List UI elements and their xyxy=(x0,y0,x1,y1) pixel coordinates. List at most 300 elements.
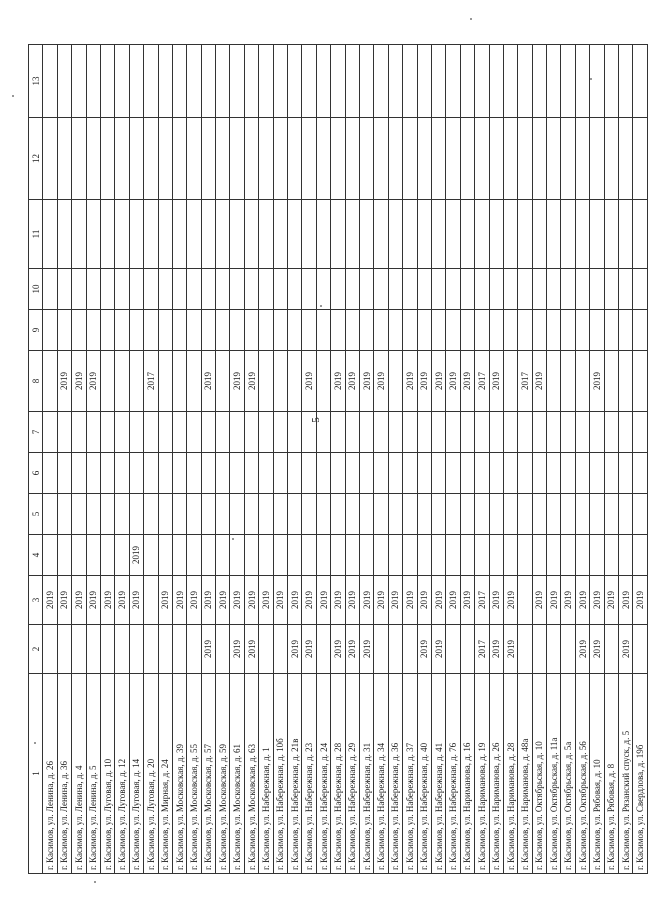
year-cell xyxy=(446,453,460,494)
year-cell xyxy=(518,576,532,625)
year-cell xyxy=(374,494,388,535)
year-cell xyxy=(72,269,86,310)
year-cell xyxy=(561,535,575,576)
year-cell xyxy=(216,269,230,310)
address-cell: г. Касимов, ул. Московская, д. 61 xyxy=(230,674,244,874)
year-cell xyxy=(244,45,258,118)
year-cell xyxy=(446,200,460,269)
year-cell: 2019 xyxy=(302,576,316,625)
year-cell xyxy=(460,45,474,118)
year-cell: 2019 xyxy=(417,576,431,625)
year-cell: 2019 xyxy=(619,576,633,625)
year-cell xyxy=(230,494,244,535)
address-cell: г. Касимов, ул. Набережная, д. 37 xyxy=(403,674,417,874)
year-cell xyxy=(43,310,57,351)
year-cell xyxy=(144,576,158,625)
table-row xyxy=(86,45,100,874)
year-cell xyxy=(575,453,589,494)
address-cell: г. Касимов, ул. Рябовая, д. 10 xyxy=(590,674,604,874)
year-cell: 2017 xyxy=(475,576,489,625)
year-cell: 2019 xyxy=(575,576,589,625)
year-cell: 2019 xyxy=(201,351,215,412)
year-cell xyxy=(331,310,345,351)
year-cell xyxy=(331,45,345,118)
year-cell xyxy=(633,200,647,269)
address-cell: г. Касимов, ул. Набережная, д. 29 xyxy=(345,674,359,874)
year-cell xyxy=(86,310,100,351)
year-cell xyxy=(475,494,489,535)
address-cell: г. Касимов, ул. Набережная, д. 41 xyxy=(431,674,445,874)
table-row xyxy=(460,45,474,874)
year-cell xyxy=(590,310,604,351)
year-cell xyxy=(503,351,517,412)
year-cell xyxy=(86,412,100,453)
year-cell xyxy=(331,535,345,576)
year-cell xyxy=(532,625,546,674)
year-cell xyxy=(259,412,273,453)
year-cell xyxy=(144,200,158,269)
table-row xyxy=(489,45,503,874)
column-header-7: 7 xyxy=(29,412,43,453)
year-cell xyxy=(359,453,373,494)
year-cell: 2019 xyxy=(561,576,575,625)
year-cell xyxy=(244,118,258,200)
year-cell xyxy=(590,494,604,535)
scan-speck xyxy=(94,881,96,883)
year-cell xyxy=(187,200,201,269)
year-cell xyxy=(115,351,129,412)
year-cell xyxy=(86,453,100,494)
year-cell xyxy=(288,118,302,200)
year-cell xyxy=(604,118,618,200)
year-cell xyxy=(302,118,316,200)
year-cell xyxy=(86,269,100,310)
year-cell: 2017 xyxy=(518,351,532,412)
year-cell xyxy=(374,45,388,118)
year-cell xyxy=(345,494,359,535)
year-cell xyxy=(575,118,589,200)
year-cell: 2019 xyxy=(100,576,114,625)
year-cell xyxy=(144,453,158,494)
year-cell xyxy=(374,535,388,576)
address-cell: г. Касимов, ул. Набережная, д. 23 xyxy=(302,674,316,874)
year-cell xyxy=(316,310,330,351)
year-cell: 2019 xyxy=(230,625,244,674)
year-cell xyxy=(604,494,618,535)
column-header-1: 1 xyxy=(29,674,43,874)
year-cell xyxy=(590,269,604,310)
year-cell xyxy=(172,494,186,535)
year-cell: 2019 xyxy=(86,576,100,625)
year-cell xyxy=(187,412,201,453)
year-cell xyxy=(129,351,143,412)
year-cell: 2019 xyxy=(403,351,417,412)
table-row xyxy=(201,45,215,874)
address-cell: г. Касимов, ул. Октябрьская, д. 11а xyxy=(547,674,561,874)
year-cell xyxy=(86,625,100,674)
year-cell xyxy=(359,310,373,351)
year-cell xyxy=(129,453,143,494)
year-cell xyxy=(100,412,114,453)
year-cell xyxy=(244,494,258,535)
year-cell xyxy=(532,535,546,576)
year-cell: 2019 xyxy=(331,625,345,674)
year-cell xyxy=(518,494,532,535)
year-cell xyxy=(72,200,86,269)
year-cell xyxy=(359,45,373,118)
year-cell xyxy=(518,625,532,674)
year-cell xyxy=(374,269,388,310)
year-cell xyxy=(43,269,57,310)
year-cell: 2019 xyxy=(403,576,417,625)
table-row xyxy=(417,45,431,874)
table-row xyxy=(57,45,71,874)
year-cell xyxy=(288,310,302,351)
year-cell xyxy=(216,200,230,269)
year-cell xyxy=(273,412,287,453)
year-cell xyxy=(172,625,186,674)
address-cell: г. Касимов, ул. Набережная, д. 28 xyxy=(331,674,345,874)
year-cell xyxy=(417,118,431,200)
year-cell xyxy=(72,310,86,351)
column-header-3: 3 xyxy=(29,576,43,625)
year-cell xyxy=(129,45,143,118)
year-cell xyxy=(446,269,460,310)
year-cell xyxy=(273,625,287,674)
year-cell xyxy=(575,412,589,453)
address-cell: г. Касимов, ул. Набережная, д. 76 xyxy=(446,674,460,874)
year-cell xyxy=(431,453,445,494)
year-cell xyxy=(431,200,445,269)
year-cell xyxy=(57,45,71,118)
year-cell xyxy=(374,310,388,351)
year-cell: 2019 xyxy=(158,576,172,625)
year-cell xyxy=(172,535,186,576)
year-cell xyxy=(633,269,647,310)
year-cell xyxy=(345,118,359,200)
year-cell xyxy=(590,200,604,269)
year-cell xyxy=(604,200,618,269)
year-cell xyxy=(216,351,230,412)
year-cell xyxy=(561,118,575,200)
table-row xyxy=(187,45,201,874)
year-cell xyxy=(273,269,287,310)
year-cell: 2019 xyxy=(489,351,503,412)
table-row xyxy=(331,45,345,874)
year-cell xyxy=(316,494,330,535)
year-cell xyxy=(460,200,474,269)
year-cell xyxy=(374,412,388,453)
table-row xyxy=(316,45,330,874)
year-cell xyxy=(100,45,114,118)
column-header-11: 11 xyxy=(29,200,43,269)
year-cell xyxy=(590,453,604,494)
year-cell: 2019 xyxy=(216,576,230,625)
year-cell: 2019 xyxy=(460,576,474,625)
year-cell xyxy=(273,310,287,351)
year-cell xyxy=(230,45,244,118)
year-cell xyxy=(561,45,575,118)
year-cell xyxy=(115,118,129,200)
year-cell xyxy=(417,310,431,351)
address-cell: г. Касимов, ул. Набережная, д. 21в xyxy=(288,674,302,874)
year-cell xyxy=(431,45,445,118)
year-cell xyxy=(259,118,273,200)
year-cell xyxy=(547,351,561,412)
table-row xyxy=(244,45,258,874)
year-cell xyxy=(575,45,589,118)
year-cell xyxy=(460,494,474,535)
column-header-13: 13 xyxy=(29,45,43,118)
year-cell xyxy=(403,310,417,351)
year-cell xyxy=(619,453,633,494)
year-cell xyxy=(561,453,575,494)
year-cell: 2019 xyxy=(446,351,460,412)
year-cell: 2019 xyxy=(489,576,503,625)
address-cell: г. Касимов, ул. Московская, д. 63 xyxy=(244,674,258,874)
year-cell xyxy=(144,494,158,535)
year-cell xyxy=(288,351,302,412)
address-cell: г. Касимов, ул. Нариманова, д. 26 xyxy=(489,674,503,874)
year-cell xyxy=(388,535,402,576)
year-cell xyxy=(86,118,100,200)
address-cell: г. Касимов, ул. Луговая, д. 14 xyxy=(129,674,143,874)
year-cell xyxy=(187,269,201,310)
year-cell xyxy=(590,535,604,576)
year-cell xyxy=(172,412,186,453)
year-cell xyxy=(129,494,143,535)
year-cell xyxy=(475,535,489,576)
address-cell: г. Касимов, ул. Набережная, д. 31 xyxy=(359,674,373,874)
year-cell xyxy=(561,351,575,412)
year-cell xyxy=(244,310,258,351)
table-row xyxy=(259,45,273,874)
year-cell: 2019 xyxy=(388,576,402,625)
year-cell: 2019 xyxy=(230,351,244,412)
year-cell xyxy=(503,535,517,576)
year-cell xyxy=(158,269,172,310)
table-row xyxy=(43,45,57,874)
address-cell: г. Касимов, ул. Набережная, д. 10б xyxy=(273,674,287,874)
year-cell xyxy=(259,310,273,351)
table-row xyxy=(532,45,546,874)
table-row xyxy=(273,45,287,874)
year-cell xyxy=(475,453,489,494)
year-cell xyxy=(100,625,114,674)
year-cell xyxy=(216,310,230,351)
year-cell: 2019 xyxy=(244,351,258,412)
table-row xyxy=(129,45,143,874)
year-cell xyxy=(115,625,129,674)
year-cell xyxy=(129,310,143,351)
year-cell xyxy=(172,118,186,200)
year-cell xyxy=(532,45,546,118)
year-cell xyxy=(100,310,114,351)
year-cell xyxy=(144,412,158,453)
table-row xyxy=(590,45,604,874)
year-cell xyxy=(259,453,273,494)
year-cell: 2019 xyxy=(288,625,302,674)
year-cell xyxy=(259,494,273,535)
address-cell: г. Касимов, ул. Ленина, д. 36 xyxy=(57,674,71,874)
year-cell xyxy=(72,625,86,674)
year-cell xyxy=(604,535,618,576)
year-cell xyxy=(475,412,489,453)
year-cell xyxy=(316,200,330,269)
year-cell xyxy=(633,494,647,535)
year-cell xyxy=(302,310,316,351)
year-cell xyxy=(230,118,244,200)
year-cell xyxy=(201,269,215,310)
address-cell: г. Касимов, ул. Набережная, д. 1 xyxy=(259,674,273,874)
year-cell xyxy=(57,310,71,351)
year-cell xyxy=(547,453,561,494)
year-cell xyxy=(403,45,417,118)
address-cell: г. Касимов, ул. Набережная, д. 36 xyxy=(388,674,402,874)
year-cell xyxy=(259,45,273,118)
year-cell: 2019 xyxy=(503,625,517,674)
year-cell xyxy=(158,453,172,494)
table-row xyxy=(115,45,129,874)
year-cell xyxy=(302,453,316,494)
year-cell xyxy=(273,453,287,494)
year-cell xyxy=(43,453,57,494)
year-cell xyxy=(172,351,186,412)
year-cell xyxy=(446,310,460,351)
year-cell xyxy=(57,200,71,269)
address-cell: г. Касимов, ул. Ленина, д. 4 xyxy=(72,674,86,874)
year-cell xyxy=(503,453,517,494)
year-cell xyxy=(561,200,575,269)
year-cell xyxy=(288,200,302,269)
year-cell xyxy=(547,625,561,674)
year-cell xyxy=(374,200,388,269)
year-cell xyxy=(302,535,316,576)
year-cell xyxy=(187,351,201,412)
address-cell: г. Касимов, ул. Нариманова, д. 28 xyxy=(503,674,517,874)
year-cell xyxy=(144,45,158,118)
year-cell xyxy=(460,412,474,453)
year-cell xyxy=(359,494,373,535)
year-cell xyxy=(316,535,330,576)
year-cell xyxy=(417,412,431,453)
year-cell xyxy=(57,625,71,674)
year-cell xyxy=(633,625,647,674)
year-cell: 2019 xyxy=(604,576,618,625)
year-cell xyxy=(417,200,431,269)
table-row xyxy=(230,45,244,874)
year-cell xyxy=(43,535,57,576)
year-cell xyxy=(187,625,201,674)
year-cell xyxy=(144,269,158,310)
address-cell: г. Касимов, ул. Набережная, д. 40 xyxy=(417,674,431,874)
year-cell xyxy=(144,625,158,674)
schedule-table xyxy=(28,44,648,874)
year-cell: 2019 xyxy=(359,576,373,625)
year-cell xyxy=(547,494,561,535)
year-cell xyxy=(216,494,230,535)
year-cell xyxy=(259,269,273,310)
year-cell xyxy=(388,412,402,453)
year-cell xyxy=(230,453,244,494)
header-row xyxy=(29,45,43,874)
year-cell xyxy=(216,118,230,200)
year-cell xyxy=(475,310,489,351)
year-cell xyxy=(633,118,647,200)
year-cell xyxy=(158,200,172,269)
table-row xyxy=(518,45,532,874)
year-cell xyxy=(331,118,345,200)
year-cell xyxy=(475,269,489,310)
year-cell xyxy=(201,412,215,453)
year-cell xyxy=(489,45,503,118)
year-cell: 2019 xyxy=(273,576,287,625)
table-row xyxy=(446,45,460,874)
year-cell xyxy=(43,200,57,269)
year-cell xyxy=(230,310,244,351)
address-cell: г. Касимов, ул. Московская, д. 39 xyxy=(172,674,186,874)
address-cell: г. Касимов, ул. Ленина, д. 5 xyxy=(86,674,100,874)
year-cell xyxy=(115,269,129,310)
year-cell xyxy=(374,118,388,200)
year-cell: 2019 xyxy=(57,351,71,412)
year-cell xyxy=(316,412,330,453)
year-cell xyxy=(532,494,546,535)
year-cell xyxy=(259,200,273,269)
year-cell xyxy=(561,494,575,535)
table-row xyxy=(100,45,114,874)
year-cell xyxy=(489,535,503,576)
year-cell: 2019 xyxy=(129,535,143,576)
year-cell xyxy=(503,269,517,310)
year-cell xyxy=(43,45,57,118)
year-cell xyxy=(561,625,575,674)
year-cell xyxy=(216,453,230,494)
year-cell xyxy=(57,269,71,310)
year-cell xyxy=(57,412,71,453)
year-cell xyxy=(288,45,302,118)
year-cell xyxy=(619,118,633,200)
year-cell xyxy=(100,351,114,412)
column-header-8: 8 xyxy=(29,351,43,412)
year-cell xyxy=(72,535,86,576)
table-row xyxy=(431,45,445,874)
rotated-table-wrapper xyxy=(28,44,646,874)
year-cell xyxy=(86,535,100,576)
scan-speck xyxy=(470,18,472,20)
year-cell xyxy=(590,412,604,453)
year-cell: 2019 xyxy=(316,576,330,625)
year-cell xyxy=(158,118,172,200)
address-cell: г. Касимов, ул. Луговая, д. 12 xyxy=(115,674,129,874)
year-cell xyxy=(172,310,186,351)
year-cell xyxy=(633,412,647,453)
year-cell xyxy=(460,269,474,310)
year-cell xyxy=(158,535,172,576)
year-cell xyxy=(288,412,302,453)
year-cell xyxy=(86,200,100,269)
year-cell xyxy=(201,45,215,118)
address-cell: г. Касимов, ул. Набережная, д. 34 xyxy=(374,674,388,874)
year-cell xyxy=(201,535,215,576)
year-cell xyxy=(216,625,230,674)
year-cell xyxy=(57,118,71,200)
table-row xyxy=(288,45,302,874)
year-cell xyxy=(417,453,431,494)
year-cell: 2019 xyxy=(431,351,445,412)
year-cell: 2019 xyxy=(345,625,359,674)
year-cell xyxy=(417,494,431,535)
